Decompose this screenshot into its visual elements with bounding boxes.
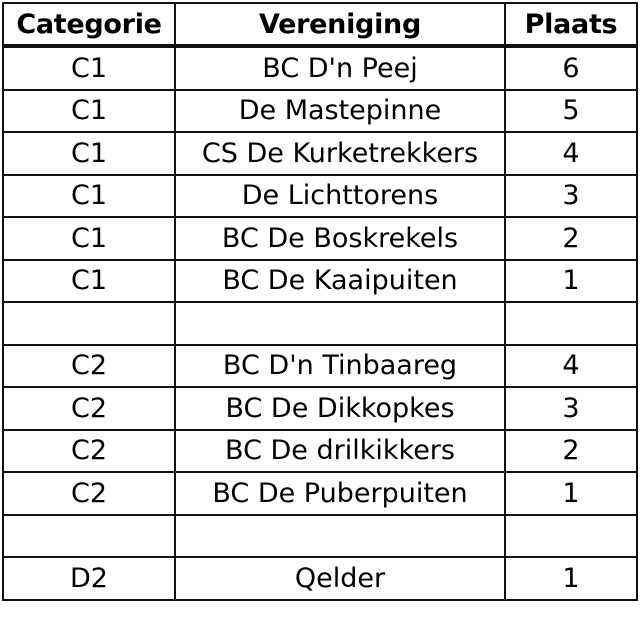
cell-vereniging: BC De drilkikkers xyxy=(175,430,505,473)
cell-categorie: C1 xyxy=(3,132,175,175)
table-row xyxy=(3,90,637,133)
cell-vereniging: BC De Kaaipuiten xyxy=(175,260,505,303)
table-row xyxy=(3,345,637,388)
table-row xyxy=(3,260,637,303)
table-row xyxy=(3,46,637,90)
cell-categorie: C1 xyxy=(3,175,175,218)
cell-plaats: 2 xyxy=(505,430,637,473)
results-table xyxy=(2,2,638,601)
cell-vereniging: De Lichttorens xyxy=(175,175,505,218)
table-row xyxy=(3,132,637,175)
cell-vereniging xyxy=(175,302,505,345)
cell-vereniging: BC D'n Tinbaareg xyxy=(175,345,505,388)
cell-plaats: 1 xyxy=(505,557,637,600)
header-categorie: Categorie xyxy=(3,3,175,46)
cell-vereniging: CS De Kurketrekkers xyxy=(175,132,505,175)
cell-categorie: C1 xyxy=(3,90,175,133)
cell-vereniging: De Mastepinne xyxy=(175,90,505,133)
cell-categorie: C2 xyxy=(3,387,175,430)
table-row xyxy=(3,387,637,430)
cell-categorie: C2 xyxy=(3,472,175,515)
table-row xyxy=(3,430,637,473)
table-row xyxy=(3,557,637,600)
cell-plaats: 6 xyxy=(505,46,637,90)
cell-plaats: 4 xyxy=(505,345,637,388)
cell-vereniging xyxy=(175,515,505,558)
cell-categorie: C1 xyxy=(3,46,175,90)
cell-plaats: 1 xyxy=(505,260,637,303)
cell-plaats: 2 xyxy=(505,217,637,260)
cell-categorie: D2 xyxy=(3,557,175,600)
cell-plaats: 3 xyxy=(505,175,637,218)
cell-plaats: 4 xyxy=(505,132,637,175)
cell-categorie: C2 xyxy=(3,430,175,473)
table-row xyxy=(3,472,637,515)
cell-vereniging: BC De Boskrekels xyxy=(175,217,505,260)
empty-row xyxy=(3,302,637,345)
cell-plaats: 1 xyxy=(505,472,637,515)
header-row xyxy=(3,3,637,46)
cell-vereniging: BC De Puberpuiten xyxy=(175,472,505,515)
header-plaats: Plaats xyxy=(505,3,637,46)
cell-categorie xyxy=(3,515,175,558)
cell-vereniging: Qelder xyxy=(175,557,505,600)
cell-plaats: 5 xyxy=(505,90,637,133)
cell-categorie: C2 xyxy=(3,345,175,388)
empty-row xyxy=(3,515,637,558)
cell-plaats xyxy=(505,302,637,345)
table-header xyxy=(3,3,637,46)
table-row xyxy=(3,175,637,218)
table-row xyxy=(3,217,637,260)
cell-categorie xyxy=(3,302,175,345)
cell-categorie: C1 xyxy=(3,260,175,303)
cell-plaats: 3 xyxy=(505,387,637,430)
cell-vereniging: BC De Dikkopkes xyxy=(175,387,505,430)
header-vereniging: Vereniging xyxy=(175,3,505,46)
cell-plaats xyxy=(505,515,637,558)
table-body xyxy=(3,46,637,600)
cell-categorie: C1 xyxy=(3,217,175,260)
cell-vereniging: BC D'n Peej xyxy=(175,46,505,90)
